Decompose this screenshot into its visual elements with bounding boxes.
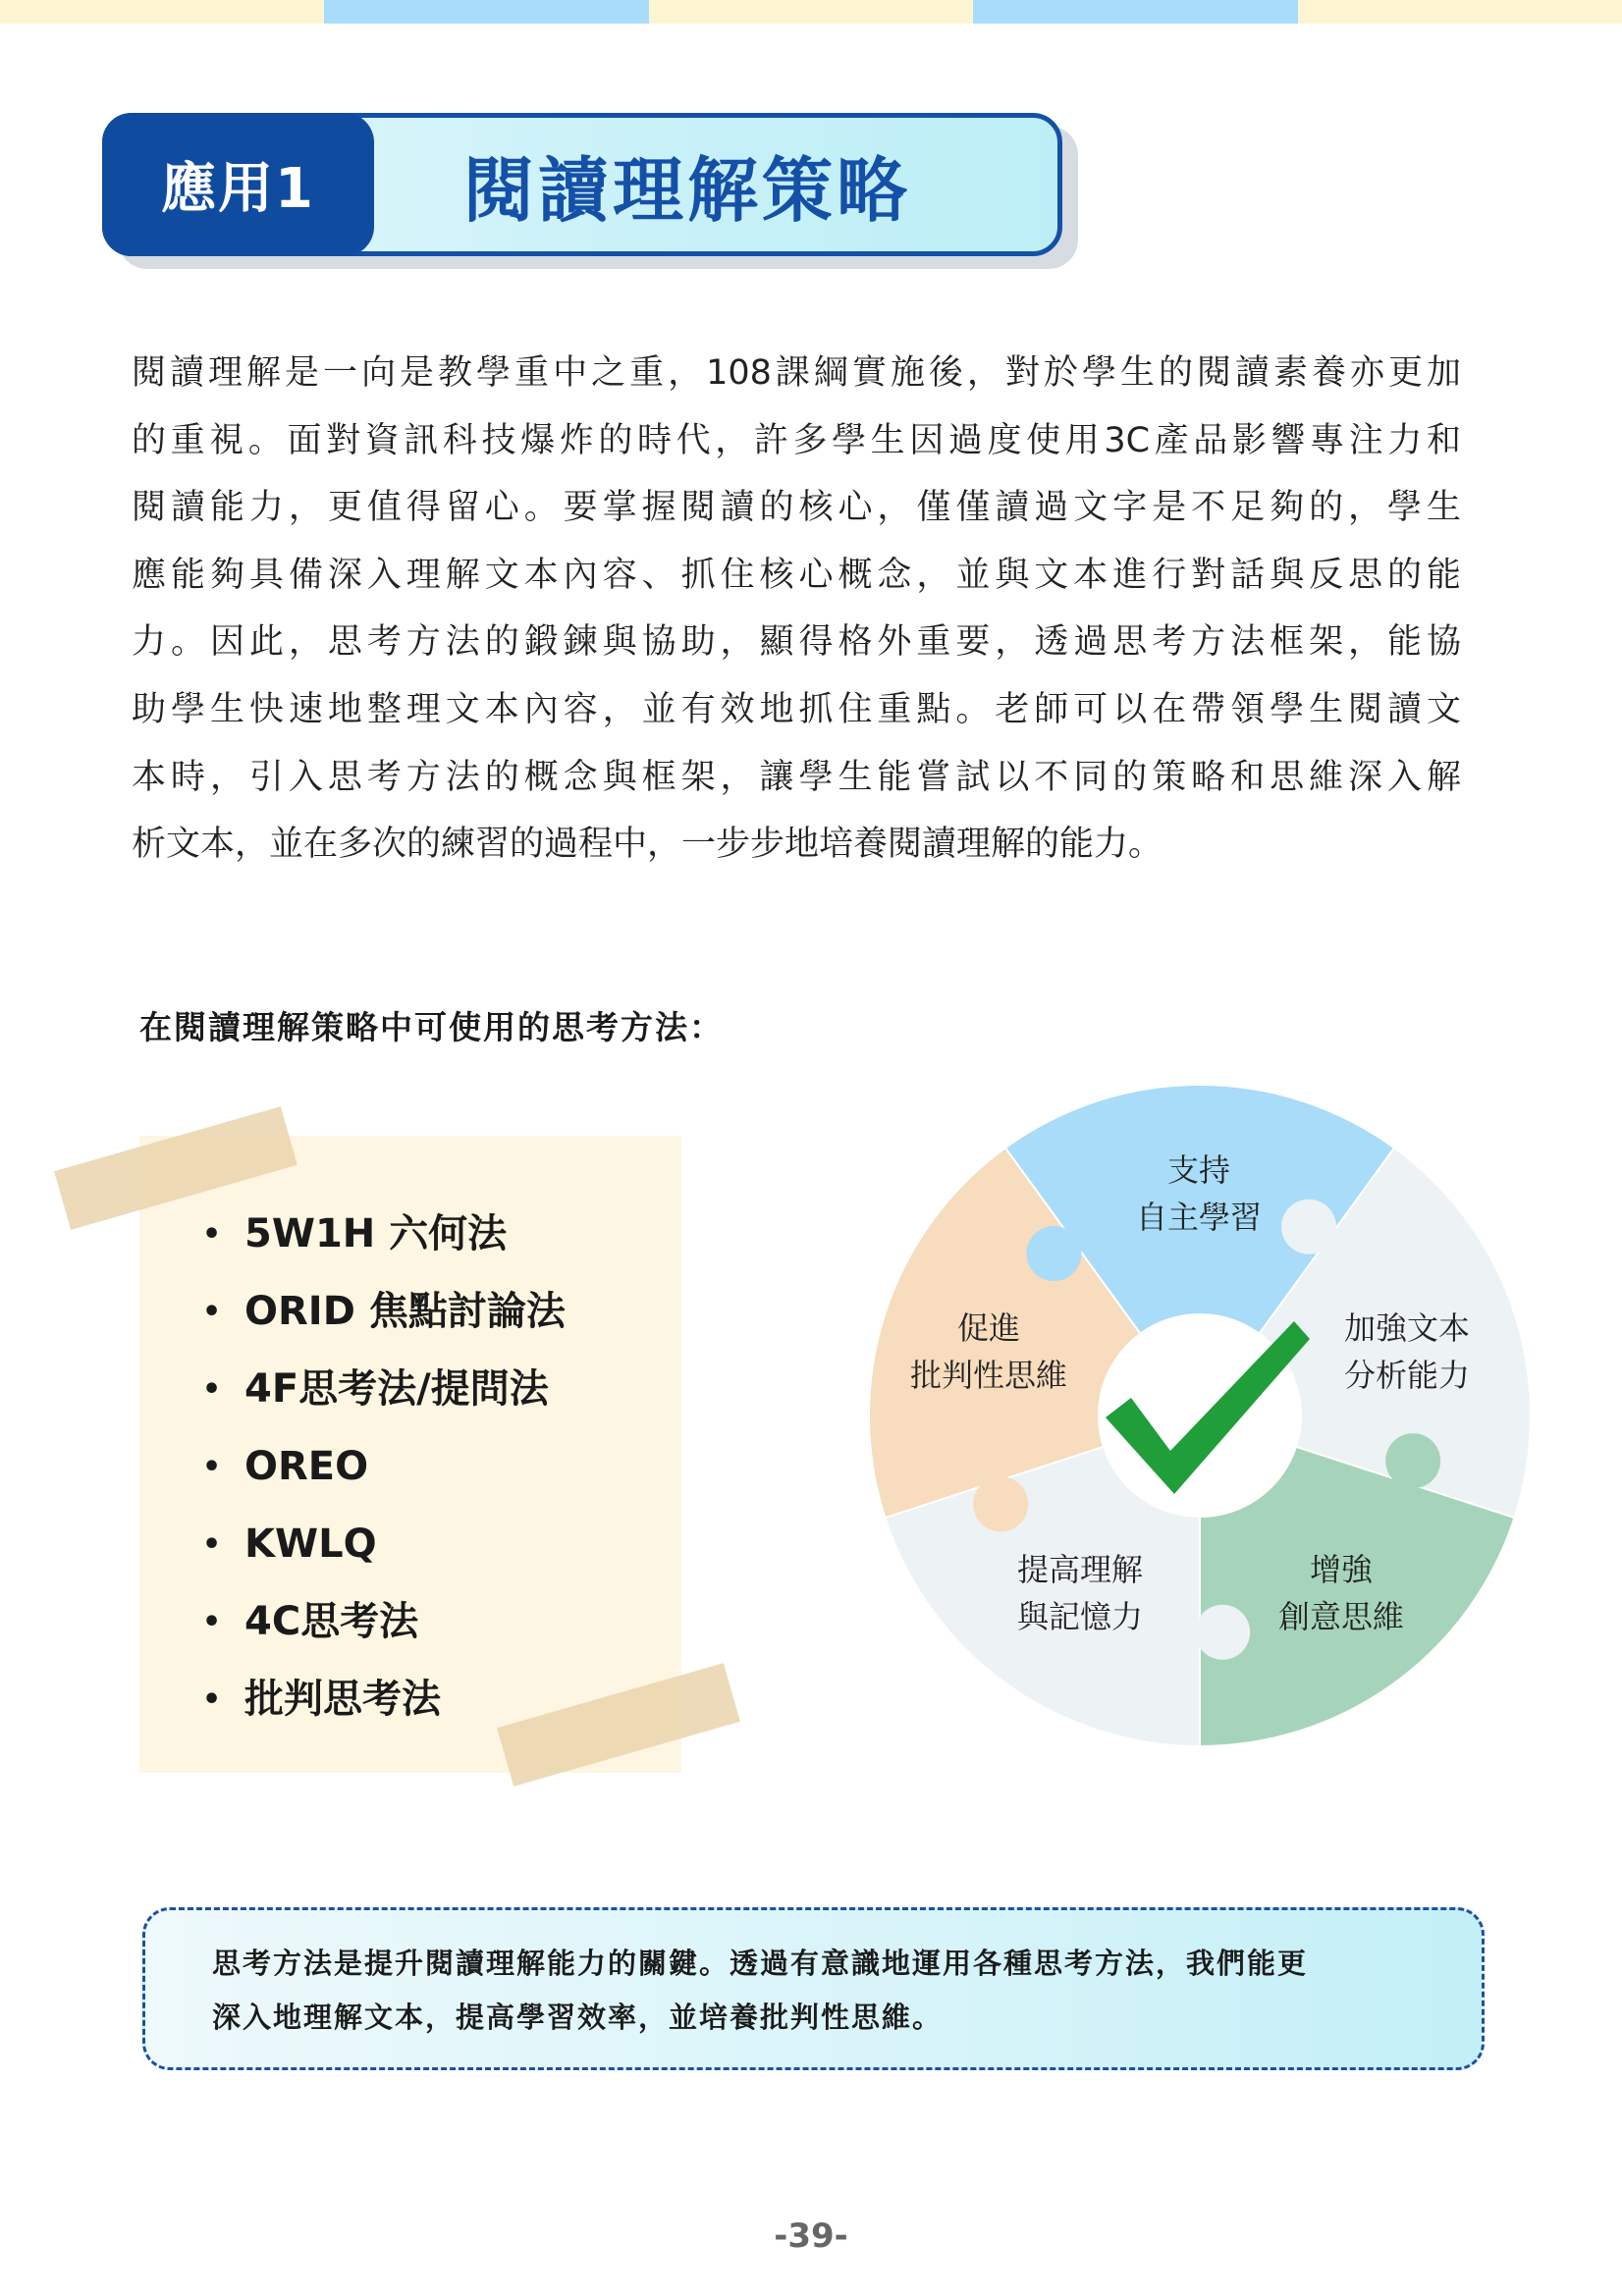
puzzle-knob — [1195, 1605, 1250, 1660]
note-line: 思考方法是提升閱讀理解能力的關鍵。透過有意識地運用各種思考方法，我們能更 — [212, 1947, 1309, 1980]
methods-list — [196, 1196, 668, 1738]
stripe-segment — [649, 0, 973, 24]
bullet-icon: • — [202, 1605, 222, 1639]
list-item — [196, 1196, 668, 1273]
piece-label: 分析能力 — [1343, 1357, 1471, 1394]
method-label: OREO — [244, 1444, 369, 1489]
stripe-segment — [324, 0, 648, 24]
top-color-stripes — [0, 0, 1622, 24]
header-badge: 應用1 — [161, 157, 315, 221]
intro-line: 本時，引入思考方法的概念與框架，讓學生能嘗試以不同的策略和思維深入解 — [132, 757, 1461, 797]
bullet-icon: • — [202, 1682, 222, 1717]
stripe-segment — [1298, 0, 1622, 24]
puzzle-knob — [1281, 1200, 1336, 1255]
intro-paragraph — [132, 340, 1461, 879]
list-item — [196, 1583, 668, 1661]
bullet-icon: • — [202, 1217, 222, 1252]
piece-label: 增強 — [1309, 1551, 1374, 1588]
intro-line: 析文本，並在多次的練習的過程中，一步步地培養閱讀理解的能力。 — [132, 825, 1163, 865]
piece-label: 自主學習 — [1135, 1199, 1263, 1236]
piece-label: 促進 — [956, 1309, 1021, 1347]
page-title: 閱讀理解策略 — [462, 149, 911, 232]
bullet-icon: • — [202, 1295, 222, 1329]
bullet-icon: • — [202, 1527, 222, 1562]
piece-label: 提高理解 — [1016, 1551, 1144, 1588]
piece-label: 加強文本 — [1343, 1309, 1471, 1347]
list-item — [196, 1506, 668, 1583]
method-label: 批判思考法 — [244, 1677, 441, 1722]
stripe-segment — [973, 0, 1297, 24]
list-item — [196, 1661, 668, 1738]
intro-line: 閱讀理解是一向是教學重中之重，108課綱實施後，對於學生的閱讀素養亦更加 — [132, 353, 1461, 393]
intro-line: 力。因此，思考方法的鍛鍊與協助，顯得格外重要，透過思考方法框架，能協 — [132, 622, 1461, 663]
list-item — [196, 1428, 668, 1506]
method-label: ORID 焦點討論法 — [244, 1289, 566, 1334]
intro-line: 應能夠具備深入理解文本內容、抓住核心概念，並與文本進行對話與反思的能 — [132, 555, 1461, 595]
intro-line: 助學生快速地整理文本內容，並有效地抓住重點。老師可以在帶領學生閱讀文 — [132, 689, 1461, 729]
piece-label: 創意思維 — [1277, 1598, 1405, 1635]
puzzle-knob — [1385, 1433, 1440, 1488]
list-item — [196, 1351, 668, 1428]
page-number: -39- — [774, 2216, 848, 2256]
method-label: KWLQ — [244, 1522, 377, 1567]
puzzle-diagram — [846, 1062, 1553, 1769]
bullet-icon: • — [202, 1372, 222, 1407]
intro-line: 的重視。面對資訊科技爆炸的時代，許多學生因過度使用3C產品影響專注力和 — [132, 420, 1461, 460]
method-label: 4C思考法 — [244, 1599, 419, 1644]
header-badge-box — [102, 113, 374, 256]
bullet-icon: • — [202, 1450, 222, 1484]
puzzle-knob — [973, 1476, 1028, 1531]
piece-label: 批判性思維 — [909, 1357, 1068, 1394]
methods-heading: 在閱讀理解策略中可使用的思考方法： — [139, 1008, 724, 1046]
piece-label: 與記憶力 — [1016, 1598, 1144, 1635]
list-item — [196, 1273, 668, 1351]
method-label: 4F思考法/提問法 — [244, 1366, 549, 1412]
note-line: 深入地理解文本，提高學習效率，並培養批判性思維。 — [212, 2001, 944, 2034]
summary-note — [142, 1907, 1485, 2070]
piece-label: 支持 — [1166, 1151, 1231, 1189]
puzzle-knob — [1026, 1226, 1081, 1281]
stripe-segment — [0, 0, 324, 24]
method-label: 5W1H 六何法 — [244, 1211, 508, 1256]
intro-line: 閱讀能力，更值得留心。要掌握閱讀的核心，僅僅讀過文字是不足夠的，學生 — [132, 488, 1461, 528]
